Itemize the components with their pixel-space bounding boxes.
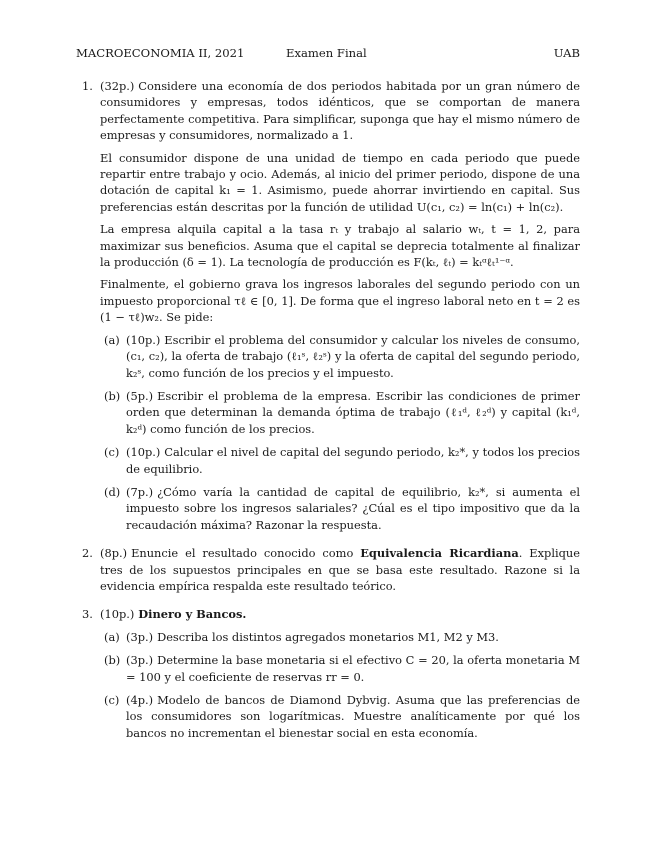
- paragraph-text: Enuncie el resultado conocido como: [131, 546, 361, 561]
- question-paragraph: Finalmente, el gobierno grava los ingresos laborales del segundo periodo con un impuesto proporcional τℓ ∈ [0, 1]. De forma que el ingreso laboral neto en t = 2 es (1 − τℓ)w₂. Se pide:: [100, 277, 580, 325]
- subquestion-label: (b): [104, 388, 121, 403]
- subquestion-text: Escribir el problema de la empresa. Escribir las condiciones de primer orden que determinan la demanda óptima de trabajo (ℓ₁ᵈ, ℓ₂ᵈ) y capital (k₁ᵈ, k₂ᵈ) como función de los precios.: [126, 388, 580, 436]
- subquestion-text: Calcular el nivel de capital del segundo periodo, k₂*, y todos los precios de equilibrio.: [126, 445, 580, 476]
- subquestion-points: (3p.): [126, 629, 154, 644]
- question-paragraph: [100, 545, 580, 594]
- paragraph-text: Considere una economía de dos periodos habitada por un gran número de consumidores y empresas, todos idénticos, que se comportan de manera perfectamente competitiva. Para simplificar, suponga que hay el mismo número de empresas y consumidores, normalizado a 1.: [100, 79, 580, 143]
- key-term: Equivalencia Ricardiana: [360, 546, 519, 561]
- university-name: UAB: [553, 46, 580, 60]
- subquestion-label: (c): [104, 693, 120, 707]
- course-title: MACROECONOMIA II, 2021: [76, 46, 245, 60]
- subquestion-points: (10p.): [126, 332, 161, 347]
- subquestion: [100, 692, 580, 741]
- question-paragraph: El consumidor dispone de una unidad de tiempo en cada periodo que puede repartir entre trabajo y ocio. Además, al inicio del primer periodo, dispone de una dotación de capital k₁ = 1. Asimismo, puede ahorrar invirtiendo en capital. Sus preferencias están descritas por la función de utilidad U(c₁, c₂) = ln(c₁) + ln(c₂).: [100, 150, 580, 214]
- subquestion-label: (b): [104, 653, 121, 668]
- subquestion-points: (10p.): [126, 445, 161, 460]
- subquestion-label: (a): [104, 629, 120, 644]
- subquestion-text: Determine la base monetaria si el efectivo C = 20, la oferta monetaria M = 100 y el coeficiente de reservas rr = 0.: [126, 653, 580, 684]
- question-1: [76, 78, 580, 533]
- subquestion-points: (7p.): [126, 484, 154, 499]
- question-paragraph: [100, 78, 580, 144]
- paragraph-text: . Explique tres de los supuestos principales en que se basa este resultado. Razone si la evidencia empírica respalda este resultado teórico.: [100, 546, 580, 593]
- question-number: 1.: [82, 79, 93, 93]
- subquestion-list: [100, 629, 580, 741]
- subquestion-text: Escribir el problema del consumidor y calcular los niveles de consumo, (c₁, c₂), la oferta de trabajo (ℓ₁ˢ, ℓ₂ˢ) y la oferta de capital del segundo periodo, k₂ˢ, como función de los precios y el impuesto.: [126, 332, 580, 380]
- subquestion-points: (5p.): [126, 388, 154, 403]
- exam-title: Examen Final: [286, 46, 367, 60]
- subquestion-text: Modelo de bancos de Diamond Dybvig. Asuma que las preferencias de los consumidores son logarítmicas. Muestre analíticamente por qué los bancos no incrementan el bienestar social en esta economía.: [126, 693, 580, 740]
- question-title: Dinero y Bancos.: [138, 607, 247, 622]
- subquestion-points: (4p.): [126, 693, 154, 707]
- question-points: (32p.): [100, 79, 135, 93]
- question-paragraph: [100, 606, 580, 622]
- subquestion-text: ¿Cómo varía la cantidad de capital de equilibrio, k₂*, si aumenta el impuesto sobre los ingresos salariales? ¿Cúal es el tipo impositivo que da la recaudación máxima? Razonar la respuesta.: [126, 484, 580, 532]
- subquestion-text: Describa los distintos agregados monetarios M1, M2 y M3.: [157, 629, 499, 644]
- question-number: 3.: [82, 607, 93, 622]
- subquestion-label: (a): [104, 332, 120, 347]
- subquestion-label: (d): [104, 484, 121, 499]
- subquestion-list: [100, 332, 580, 533]
- question-2: [76, 545, 580, 594]
- question-points: (10p.): [100, 607, 135, 622]
- question-number: 2.: [82, 546, 93, 561]
- subquestion: [100, 388, 580, 437]
- subquestion: [100, 444, 580, 477]
- question-3: [76, 606, 580, 741]
- subquestion: [100, 484, 580, 533]
- subquestion: [100, 332, 580, 381]
- question-points: (8p.): [100, 546, 128, 561]
- exam-body: [76, 78, 580, 753]
- page-header: [76, 45, 580, 61]
- question-paragraph: La empresa alquila capital a la tasa rₜ y trabajo al salario wₜ, t = 1, 2, para maximizar sus beneficios. Asuma que el capital se deprecia totalmente al finalizar la producción (δ = 1). La tecnología de producción es F(kₜ, ℓₜ) = kₜᵅℓₜ¹⁻ᵅ.: [100, 222, 580, 270]
- subquestion-label: (c): [104, 445, 120, 460]
- subquestion: [100, 652, 580, 685]
- subquestion: [100, 629, 580, 645]
- subquestion-points: (3p.): [126, 653, 154, 668]
